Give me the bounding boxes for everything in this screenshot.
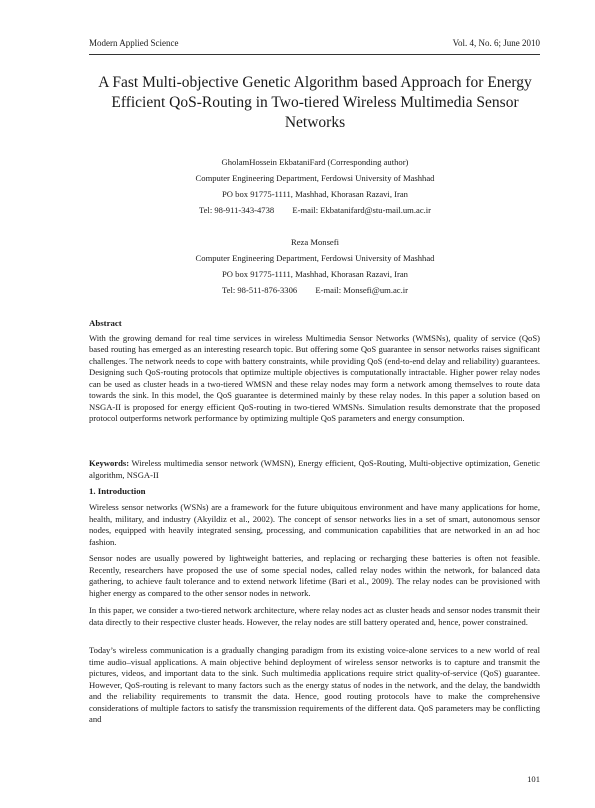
author-email: E-mail: Ekbatanifard@stu-mail.um.ac.ir [292,205,432,215]
keywords-section [89,458,540,481]
intro-paragraph-1-block [89,502,540,548]
title-line-1: A Fast Multi-objective Genetic Algorithm based Approach for Energy [98,74,532,91]
author-name: Reza Monsefi [291,237,339,247]
keywords-text: Wireless multimedia sensor network (WMSN), Energy efficient, QoS-Routing, Multi-objective optimization, Genetic algorithm, NSGA-II [89,458,540,480]
introduction-heading-block [89,486,540,498]
issue-info: Vol. 4, No. 6; June 2010 [452,38,540,48]
author-email: E-mail: Monsefi@um.ac.ir [315,285,408,295]
keywords-label: Keywords: [89,458,130,468]
page-number: 101 [527,774,540,784]
title-line-2: Efficient QoS-Routing in Two-tiered Wireless Multimedia Sensor [111,94,519,111]
author-name: GholamHossein EkbataniFard (Corresponding author) [221,157,409,167]
intro-paragraph-4-block [89,645,540,726]
abstract-section [89,318,540,425]
intro-paragraph-3-block [89,605,540,628]
author-department: Computer Engineering Department, Ferdowsi University of Mashhad [195,173,435,183]
author-contact [80,202,550,218]
journal-name: Modern Applied Science [89,38,179,48]
author-contact [80,282,550,298]
intro-paragraph-3: In this paper, we consider a two-tiered network architecture, where relay nodes act as cluster heads and sensor nodes transmit their data directly to their respective cluster heads. However, the relay nodes are still battery operated and, hence, power constrained. [89,605,540,627]
author-department: Computer Engineering Department, Ferdowsi University of Mashhad [195,253,435,263]
abstract-heading: Abstract [89,318,122,328]
author-address: PO box 91775-1111, Mashhad, Khorasan Razavi, Iran [222,189,408,199]
intro-paragraph-2-block [89,553,540,599]
author-block-1 [80,154,550,218]
author-address: PO box 91775-1111, Mashhad, Khorasan Razavi, Iran [222,269,408,279]
author-block-2 [80,234,550,298]
intro-paragraph-1: Wireless sensor networks (WSNs) are a framework for the future ubiquitous environment and have many applications for home, health, military, and industry (Akyildiz et al., 2002). The concept of sensor networks lies in a set of smart, autonomous sensor nodes, equipped with heavily integrated sensing, processing, and communication capabilities that are networked in an ad hoc fashion. [89,502,540,547]
introduction-heading: 1. Introduction [89,486,146,496]
author-tel: Tel: 98-511-876-3306 [221,285,298,295]
header-rule [89,54,540,55]
running-header [89,38,540,52]
keywords-paragraph [89,458,540,481]
paper-title [80,73,550,133]
intro-paragraph-2: Sensor nodes are usually powered by lightweight batteries, and replacing or recharging these batteries is often not feasible. Recently, researchers have proposed the use of some special nodes, called relay nodes within the network, for balanced data gathering, to achieve fault tolerance and to extend network lifetime (Bari et al., 2009). The relay nodes can be provisioned with higher energy as compared to the other sensor nodes in network. [89,553,540,598]
abstract-text: With the growing demand for real time services in wireless Multimedia Sensor Networks (WMSNs), quality of service (QoS) based routing has emerged as an interesting research topic. But offering some QoS guarantee in sensor networks raises significant challenges. The network needs to cope with battery constraints, while providing QoS (end-to-end delay and reliability) guarantees. Designing such QoS-routing protocols that optimize multiple objectives is computationally intractable. Higher power relay nodes can be used as cluster heads in a two-tiered WMSN and these relay nodes may form a network among themselves to route data towards the sink. In this model, the QoS guarantee is determined mainly by these relay nodes. In this paper a solution based on NSGA-II is proposed for energy efficient QoS-routing in two-tiered WMSNs. Simulation results demonstrate that the proposed protocol outperforms network performance by optimizing multiple QoS parameters and energy consumption. [89,332,540,423]
intro-paragraph-4: Today’s wireless communication is a gradually changing paradigm from its existing voice-alone services to a new world of real time audio–visual applications. A main objective behind deployment of wireless sensor networks is to capture and transmit the pictures, videos, and important data to the sink. Such multimedia applications require strict quality-of-service (QoS) guarantee. However, QoS-routing is relevant to many factors such as the energy status of nodes in the network, and the delay, the bandwidth and the reliability requirements to transmit the data. Hence, good routing protocols have to make the comprehensive considerations of multiple factors to satisfy the transmission requirements of the different data. QoS parameters may be conflicting and [89,645,540,724]
author-tel: Tel: 98-911-343-4738 [198,205,275,215]
title-line-3: Networks [284,114,346,131]
